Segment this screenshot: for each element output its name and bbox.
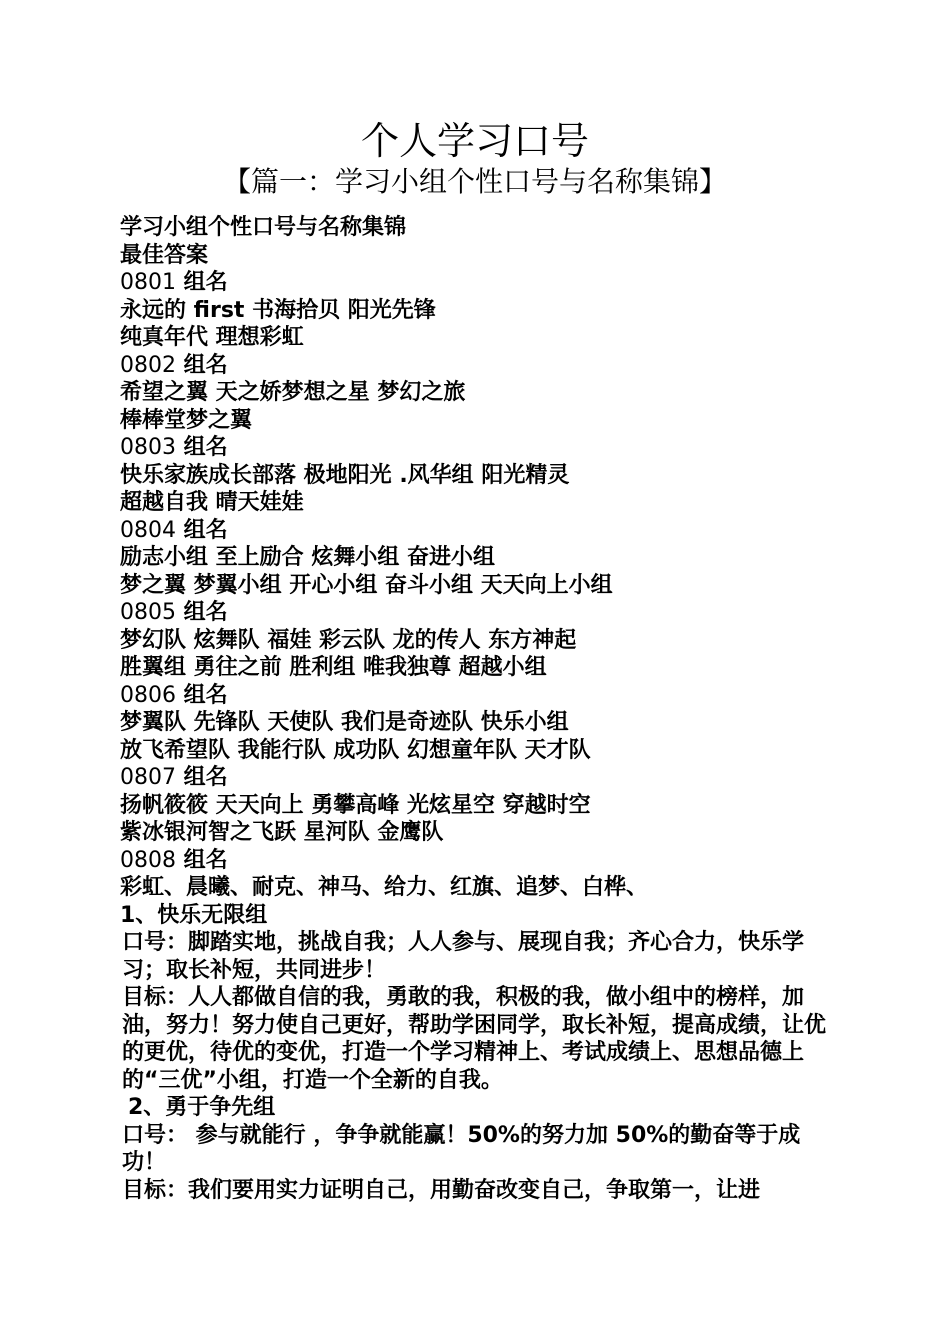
group-heading (120, 682, 840, 710)
group-heading (120, 269, 840, 297)
group-code: 0804 (120, 517, 176, 543)
item2-slogan: 口号： 参与就能行 ，争争就能赢！50%的努力加 50%的勤奋等于成功！ (122, 1122, 801, 1175)
document-title: 个人学习口号 (360, 119, 589, 163)
item1-slogan: 口号：脚踏实地，挑战自我；人人参与、展现自我；齐心合力，快乐学习；取长补短，共同进步！ (122, 930, 805, 983)
group-label: 组名 (183, 765, 228, 790)
group-names-line: 紫冰银河智之飞跃 星河队 金鹰队 (120, 820, 444, 845)
item1-goal: 目标：人人都做自信的我，勇敢的我，积极的我，做小组中的榜样，加油，努力！努力使自己更好，帮助学困同学，取长补短，提高成绩，让优的更优，待优的变优，打造一个学习精神上、考试成绩上、思想品德上的“三优”小组，打造一个全新的自我。 (122, 985, 827, 1093)
group-names-line: 彩虹、晨曦、耐克、神马、给力、红旗、追梦、白桦、 (120, 875, 649, 900)
group-label: 组名 (183, 847, 228, 873)
group-heading (120, 517, 840, 545)
group-names-line: 梦翼队 先锋队 天使队 我们是奇迹队 快乐小组 (120, 710, 569, 735)
group-names-line: 胜翼组 勇往之前 胜利组 唯我独尊 超越小组 (120, 655, 547, 680)
group-names-line: 棒棒堂梦之翼 (120, 407, 253, 433)
group-names-line: 超越自我 晴天娃娃 (120, 490, 304, 515)
section-heading: 学习小组个性口号与名称集锦 (120, 215, 407, 240)
group-heading (120, 599, 840, 627)
group-label: 组名 (183, 682, 228, 708)
group-label: 组名 (183, 270, 228, 295)
group-code: 0805 (120, 600, 176, 625)
group-names-line: 励志小组 至上励合 炫舞小组 奋进小组 (120, 545, 495, 570)
group-heading (120, 847, 840, 875)
group-names-line: 放飞希望队 我能行队 成功队 幻想童年队 天才队 (120, 737, 591, 763)
group-code: 0806 (120, 682, 176, 708)
group-heading (120, 434, 840, 462)
group-code: 0803 (120, 435, 176, 460)
best-answer-label: 最佳答案 (120, 242, 209, 268)
document-subtitle: 【篇一：学习小组个性口号与名称集锦】 (222, 165, 727, 198)
group-names-line: 永远的 first 书海拾贝 阳光先锋 (120, 297, 436, 323)
group-code: 0801 (120, 270, 176, 295)
item1-title: 1、快乐无限组 (120, 902, 268, 928)
group-heading (120, 352, 840, 380)
item2-goal: 目标：我们要用实力证明自己，用勤奋改变自己，争取第一，让进 (122, 1177, 761, 1203)
group-names-line: 梦之翼 梦翼小组 开心小组 奋斗小组 天天向上小组 (120, 572, 613, 598)
group-list (120, 269, 840, 902)
group-heading (120, 764, 840, 792)
group-names-line: 快乐家族成长部落 极地阳光 .风华组 阳光精灵 (120, 462, 570, 488)
group-names-line: 希望之翼 天之娇梦想之星 梦幻之旅 (120, 380, 466, 405)
group-names-line: 梦幻队 炫舞队 福娃 彩云队 龙的传人 东方神起 (120, 627, 577, 653)
group-label: 组名 (183, 435, 228, 460)
group-code: 0808 (120, 847, 176, 873)
document-body (120, 214, 840, 1204)
group-code: 0807 (120, 765, 176, 790)
group-label: 组名 (183, 600, 228, 625)
group-code: 0802 (120, 352, 176, 378)
item2-title: 2、勇于争先组 (128, 1095, 276, 1120)
group-names-line: 纯真年代 理想彩虹 (120, 325, 304, 350)
group-label: 组名 (183, 517, 228, 543)
group-label: 组名 (183, 352, 228, 378)
group-names-line: 扬帆筱筱 天天向上 勇攀高峰 光炫星空 穿越时空 (120, 792, 591, 818)
